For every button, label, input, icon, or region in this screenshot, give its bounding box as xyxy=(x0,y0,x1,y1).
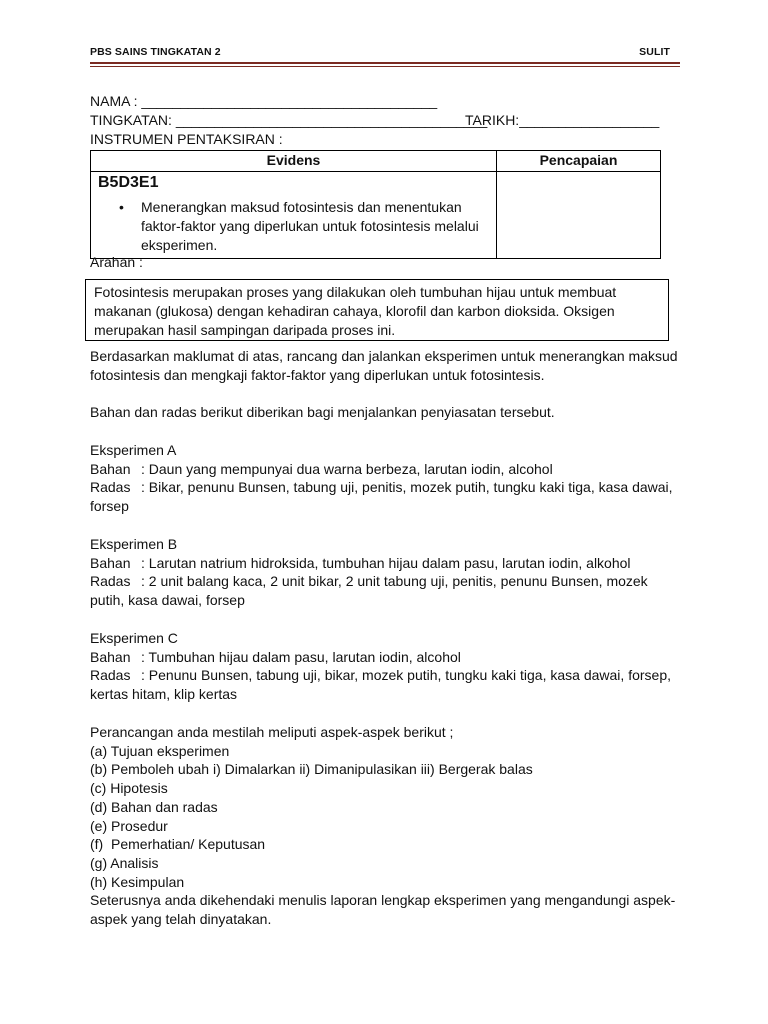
radas-value: : Bikar, penunu Bunsen, tabung uji, penitis, mozek putih, tungku kaki tiga, kasa dawai, forsep xyxy=(90,479,673,515)
experiment-bahan xyxy=(90,648,680,667)
info-box: Fotosintesis merupakan proses yang dilakukan oleh tumbuhan hijau untuk membuat makanan (glukosa) dengan kehadiran cahaya, klorofil dan karbon dioksida. Oksigen merupakan hasil sampingan daripada proses ini. xyxy=(85,279,669,341)
experiment-a xyxy=(90,441,680,516)
bahan-value: : Tumbuhan hijau dalam pasu, larutan iodin, alcohol xyxy=(141,648,461,665)
radas-label: Radas xyxy=(90,667,131,684)
experiment-radas xyxy=(90,478,680,515)
aspect-item: (a) Tujuan eksperimen xyxy=(90,742,230,759)
tingkatan-field: TINGKATAN: ________________________________________ xyxy=(90,112,488,128)
aspect-item: (f) Pemerhatian/ Keputusan xyxy=(90,836,266,853)
aspect-item: (h) Kesimpulan xyxy=(90,873,185,890)
radas-value: : Penunu Bunsen, tabung uji, bikar, mozek putih, tungku kaki tiga, kasa dawai, forsep, kertas hitam, klip kertas xyxy=(90,667,671,703)
bahan-value: : Larutan natrium hidroksida, tumbuhan hijau dalam pasu, larutan iodin, alkohol xyxy=(141,554,631,571)
experiment-radas xyxy=(90,666,680,703)
perancangan-intro: Perancangan anda mestilah meliputi aspek-aspek berikut ; xyxy=(90,724,454,740)
header-rule xyxy=(90,62,680,64)
radas-label: Radas xyxy=(90,479,131,496)
bullet-icon: • xyxy=(119,199,124,215)
experiment-c xyxy=(90,629,680,704)
experiment-radas xyxy=(90,572,680,609)
bahan-intro-paragraph: Bahan dan radas berikut diberikan bagi menjalankan penyiasatan tersebut. xyxy=(90,404,555,420)
evidence-code: B5D3E1 xyxy=(98,174,159,191)
intro-paragraph: Berdasarkan maklumat di atas, rancang dan jalankan eksperimen untuk menerangkan maksud fotosintesis dan mengkaji faktor-faktor yang diperlukan untuk fotosintesis. xyxy=(90,348,678,383)
arahan-label: Arahan : xyxy=(90,254,143,270)
evidence-bullet xyxy=(119,198,496,255)
bahan-value: : Daun yang mempunyai dua warna berbeza, larutan iodin, alcohol xyxy=(141,460,553,477)
closing-paragraph: Seterusnya anda dikehendaki menulis laporan lengkap eksperimen yang mengandungi aspek-aspek yang telah dinyatakan. xyxy=(90,892,676,928)
aspect-item: (e) Prosedur xyxy=(90,817,168,834)
pencapaian-header: Pencapaian xyxy=(497,151,661,172)
aspect-item: (d) Bahan dan radas xyxy=(90,798,218,815)
bahan-label: Bahan xyxy=(90,554,131,571)
header-title: PBS SAINS TINGKATAN 2 xyxy=(90,46,221,58)
evidence-table xyxy=(90,150,661,259)
planning-section xyxy=(90,723,680,929)
bahan-intro-text xyxy=(90,403,680,422)
experiment-bahan xyxy=(90,460,680,479)
header-classification: SULIT xyxy=(639,46,670,58)
aspect-item: (b) Pemboleh ubah i) Dimalarkan ii) Dimanipulasikan iii) Bergerak balas xyxy=(90,761,533,778)
bahan-label: Bahan xyxy=(90,460,131,477)
instrumen-label: INSTRUMEN PENTAKSIRAN : xyxy=(90,131,283,147)
tarikh-field: TARIKH:__________________ xyxy=(465,112,660,128)
experiment-bahan xyxy=(90,554,680,573)
experiment-title: Eksperimen A xyxy=(90,442,177,458)
evidens-header: Evidens xyxy=(91,151,497,172)
aspect-item: (g) Analisis xyxy=(90,854,159,871)
experiment-title: Eksperimen C xyxy=(90,630,178,646)
experiment-title: Eksperimen B xyxy=(90,536,178,552)
radas-value: : 2 unit balang kaca, 2 unit bikar, 2 unit tabung uji, penitis, penunu Bunsen, mozek putih, kasa dawai, forsep xyxy=(90,573,648,609)
pencapaian-cell xyxy=(497,172,661,259)
bahan-label: Bahan xyxy=(90,648,131,665)
header-rule-thin xyxy=(90,66,680,67)
aspect-item: (c) Hipotesis xyxy=(90,780,168,797)
intro-text xyxy=(90,347,680,384)
radas-label: Radas xyxy=(90,573,131,590)
nama-field: NAMA : ______________________________________ xyxy=(90,93,438,109)
experiment-b xyxy=(90,535,680,610)
evidens-cell xyxy=(91,172,497,259)
evidence-description: Menerangkan maksud fotosintesis dan menentukan faktor-faktor yang diperlukan untuk fotosintesis melalui eksperimen. xyxy=(141,199,479,253)
